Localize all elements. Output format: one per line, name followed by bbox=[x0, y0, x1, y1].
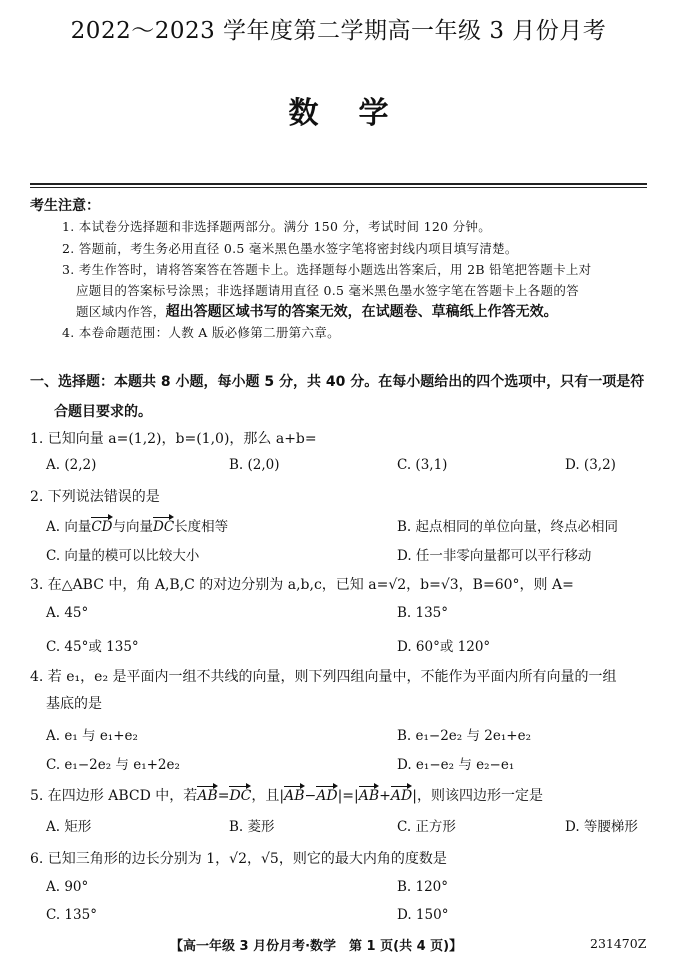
notice-item: 3. 考生作答时，请将答案答在答题卡上。选择题每小题选出答案后，用 2B 铅笔把答题卡上对 bbox=[62, 262, 592, 277]
exam-code: 231470Z bbox=[590, 936, 647, 951]
notice-item-text: 题区域内作答， bbox=[76, 304, 166, 319]
q3-option-c: C. 45°或 135° bbox=[46, 639, 139, 655]
divider-thick bbox=[30, 183, 647, 185]
q5-text: = bbox=[217, 788, 230, 804]
q4-option-a: A. e₁ 与 e₁+e₂ bbox=[46, 728, 138, 744]
question-1-stem: 1. 已知向量 a=(1,2)，b=(1,0)，那么 a+b= bbox=[30, 431, 317, 447]
notice-item: 2. 答题前，考生务必用直径 0.5 毫米黑色墨水签字笔将密封线内项目填写清楚。 bbox=[62, 241, 518, 256]
exam-title: 2022～2023 学年度第二学期高一年级 3 月份月考 bbox=[70, 18, 607, 44]
notice-emphasis: 超出答题区域书写的答案无效，在试题卷、草稿纸上作答无效。 bbox=[165, 304, 558, 320]
q5-option-c: C. 正方形 bbox=[397, 819, 456, 835]
subject-title: 数学 bbox=[288, 96, 429, 131]
q4-option-b: B. e₁−2e₂ 与 2e₁+e₂ bbox=[397, 728, 531, 744]
q5-text: − bbox=[304, 788, 317, 804]
q2-a-text: A. 向量 bbox=[46, 519, 92, 535]
q2-option-d: D. 任一非零向量都可以平行移动 bbox=[397, 548, 592, 564]
vector-ad: AD bbox=[316, 788, 338, 804]
q2-a-text: 与向量 bbox=[112, 519, 153, 535]
notice-item: 应题目的答案标号涂黑；非选择题请用直径 0.5 毫米黑色墨水签字笔在答题卡上各题的答 bbox=[76, 283, 579, 298]
q2-option-c: C. 向量的模可以比较大小 bbox=[46, 548, 200, 564]
q1-option-d: D. (3,2) bbox=[565, 457, 616, 473]
q5-text: ，且| bbox=[251, 788, 285, 804]
q1-option-b: B. (2,0) bbox=[229, 457, 280, 473]
vector-ab: AB bbox=[197, 788, 218, 804]
q5-text: |=| bbox=[337, 788, 359, 804]
q2-a-text: 长度相等 bbox=[174, 519, 229, 535]
q2-option-b: B. 起点相同的单位向量，终点必相同 bbox=[397, 519, 619, 535]
vector-cd: CD bbox=[91, 519, 113, 535]
vector-ab: AB bbox=[358, 788, 380, 804]
q2-option-a bbox=[46, 515, 228, 535]
question-4-stem: 4. 若 e₁，e₂ 是平面内一组不共线的向量，则下列四组向量中，不能作为平面内所有向量的一组 bbox=[30, 669, 617, 685]
question-5-stem bbox=[30, 785, 543, 805]
question-4-stem-cont: 基底的是 bbox=[46, 696, 102, 712]
notice-item: 4. 本卷命题范围：人教 A 版必修第二册第六章。 bbox=[62, 325, 340, 340]
q5-text: + bbox=[379, 788, 391, 804]
q6-option-a: A. 90° bbox=[46, 879, 89, 895]
q5-text: |，则该四边形一定是 bbox=[412, 788, 543, 804]
q5-option-b: B. 菱形 bbox=[229, 819, 275, 835]
q4-option-d: D. e₁−e₂ 与 e₂−e₁ bbox=[397, 757, 515, 773]
q5-option-a: A. 矩形 bbox=[46, 819, 92, 835]
notice-item bbox=[76, 301, 558, 321]
divider-thin bbox=[30, 187, 647, 188]
q6-option-d: D. 150° bbox=[397, 907, 449, 923]
q4-option-c: C. e₁−2e₂ 与 e₁+2e₂ bbox=[46, 757, 180, 773]
notice-heading: 考生注意： bbox=[30, 198, 100, 214]
page-footer: 【高一年级 3 月份月考·数学 第 1 页(共 4 页)】 bbox=[170, 939, 463, 954]
question-2-stem: 2. 下列说法错误的是 bbox=[30, 489, 160, 505]
q5-text: 5. 在四边形 ABCD 中，若 bbox=[30, 788, 198, 804]
q6-option-b: B. 120° bbox=[397, 879, 449, 895]
vector-dc: DC bbox=[229, 788, 252, 804]
question-6-stem: 6. 已知三角形的边长分别为 1，√2，√5，则它的最大内角的度数是 bbox=[30, 851, 447, 867]
vector-ab: AB bbox=[284, 788, 305, 804]
q1-option-a: A. (2,2) bbox=[46, 457, 97, 473]
q3-option-d: D. 60°或 120° bbox=[397, 639, 491, 655]
notice-item: 1. 本试卷分选择题和非选择题两部分。满分 150 分，考试时间 120 分钟。 bbox=[62, 219, 492, 234]
q1-option-c: C. (3,1) bbox=[397, 457, 448, 473]
question-3-stem: 3. 在△ABC 中，角 A,B,C 的对边分别为 a,b,c，已知 a=√2，b=√3，B=60°，则 A= bbox=[30, 577, 574, 593]
q3-option-a: A. 45° bbox=[46, 605, 89, 621]
q6-option-c: C. 135° bbox=[46, 907, 97, 923]
vector-dc: DC bbox=[153, 519, 175, 535]
section-heading-cont: 合题目要求的。 bbox=[54, 404, 152, 420]
q3-option-b: B. 135° bbox=[397, 605, 449, 621]
vector-ad: AD bbox=[390, 788, 413, 804]
section-heading: 一、选择题：本题共 8 小题，每小题 5 分，共 40 分。在每小题给出的四个选项中，只有一项是符 bbox=[30, 374, 645, 390]
q5-option-d: D. 等腰梯形 bbox=[565, 819, 638, 835]
